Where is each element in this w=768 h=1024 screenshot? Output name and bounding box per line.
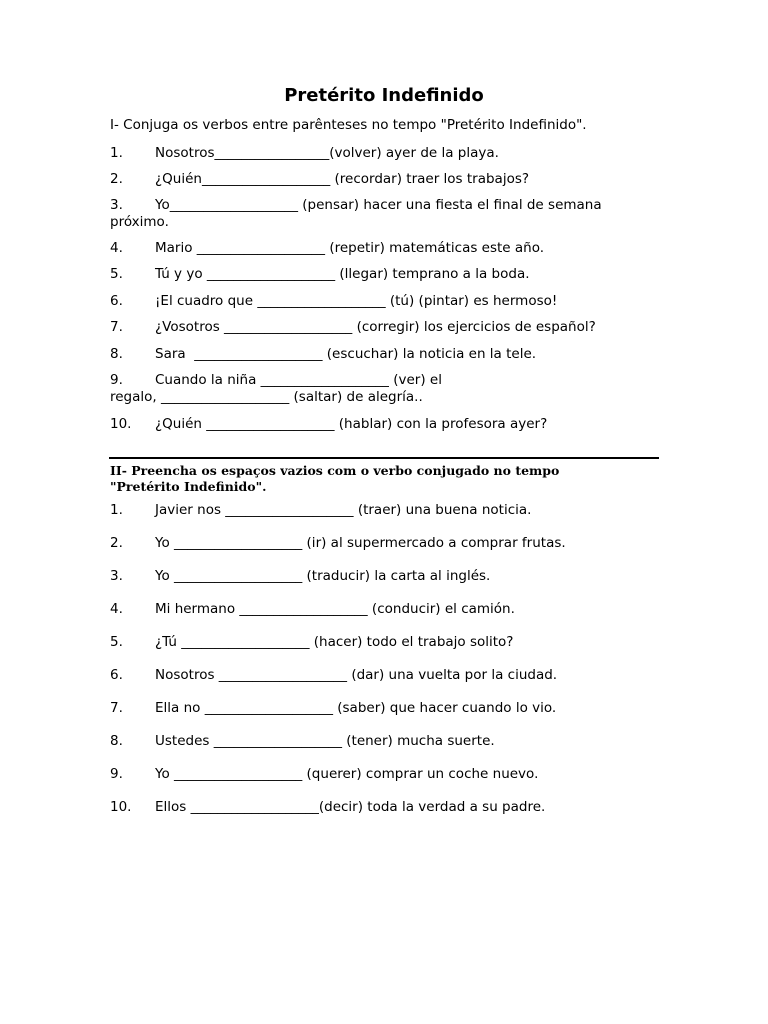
item-text: Ellos ___________________(decir) toda la verdad a su padre. (155, 799, 546, 815)
item-number: 7. (110, 700, 123, 716)
section1-item (110, 240, 650, 257)
item-text: Sara ___________________ (escuchar) la noticia en la tele. (155, 346, 537, 362)
section2-item (110, 568, 650, 585)
section1-item (110, 145, 650, 162)
section1-item (110, 372, 470, 405)
item-number: 5. (110, 266, 123, 282)
item-text: Mi hermano ___________________ (conducir) el camión. (155, 601, 515, 617)
item-text: ¿Quién___________________ (recordar) traer los trabajos? (155, 171, 530, 187)
item-number: 9. (110, 766, 123, 782)
section1-item (110, 416, 650, 433)
item-text: Ella no ___________________ (saber) que hacer cuando lo vio. (155, 700, 557, 716)
item-text: Javier nos ___________________ (traer) una buena noticia. (155, 502, 532, 518)
section1-item (110, 319, 650, 336)
item-number: 9. (110, 372, 123, 388)
item-text: ¡El cuadro que ___________________ (tú) (pintar) es hermoso! (155, 293, 558, 309)
item-text: Yo ___________________ (traducir) la carta al inglés. (155, 568, 491, 584)
section2-item (110, 766, 650, 783)
item-text: Yo___________________ (pensar) hacer una fiesta el final de semana próximo. (110, 197, 606, 230)
item-number: 8. (110, 346, 123, 362)
section1-item (110, 346, 650, 363)
item-text: Tú y yo ___________________ (llegar) temprano a la boda. (155, 266, 530, 282)
item-number: 5. (110, 634, 123, 650)
section2-item (110, 601, 650, 618)
item-number: 4. (110, 601, 123, 617)
item-text: Yo ___________________ (ir) al supermercado a comprar frutas. (155, 535, 566, 551)
item-text: Nosotros ___________________ (dar) una vuelta por la ciudad. (155, 667, 558, 683)
item-number: 6. (110, 293, 123, 309)
page-title: Pretérito Indefinido (284, 85, 484, 106)
item-number: 2. (110, 171, 123, 187)
section2-item (110, 634, 650, 651)
item-number: 6. (110, 667, 123, 683)
section2-item (110, 700, 650, 717)
section1-instruction: I- Conjuga os verbos entre parênteses no tempo "Pretérito Indefinido". (110, 117, 587, 133)
section1-item (110, 197, 650, 230)
item-number: 2. (110, 535, 123, 551)
section2-item (110, 733, 650, 750)
item-number: 10. (110, 799, 132, 815)
section2-instruction: II- Preencha os espaços vazios com o verbo conjugado no tempo "Pretérito Indefinido". (110, 463, 560, 494)
item-text: Mario ___________________ (repetir) matemáticas este año. (155, 240, 545, 256)
item-number: 8. (110, 733, 123, 749)
item-number: 1. (110, 502, 123, 518)
item-number: 3. (110, 568, 123, 584)
item-text: Ustedes ___________________ (tener) mucha suerte. (155, 733, 495, 749)
item-number: 1. (110, 145, 123, 161)
section2-item (110, 535, 650, 552)
section2-item (110, 667, 650, 684)
item-number: 7. (110, 319, 123, 335)
item-number: 4. (110, 240, 123, 256)
item-number: 10. (110, 416, 132, 432)
item-text: Cuando la niña ___________________ (ver) el regalo, ___________________ (saltar) de alegría.. (110, 372, 447, 405)
item-text: ¿Vosotros ___________________ (corregir) los ejercicios de español? (155, 319, 596, 335)
item-text: ¿Tú ___________________ (hacer) todo el trabajo solito? (155, 634, 514, 650)
section-divider (109, 457, 659, 459)
section2-item (110, 799, 650, 816)
section1-item (110, 293, 650, 310)
section1-item (110, 171, 650, 188)
section2-item (110, 502, 650, 519)
section1-item (110, 266, 650, 283)
item-text: Yo ___________________ (querer) comprar un coche nuevo. (155, 766, 539, 782)
item-text: ¿Quién ___________________ (hablar) con la profesora ayer? (155, 416, 548, 432)
item-number: 3. (110, 197, 123, 213)
item-text: Nosotros_________________(volver) ayer de la playa. (155, 145, 499, 161)
